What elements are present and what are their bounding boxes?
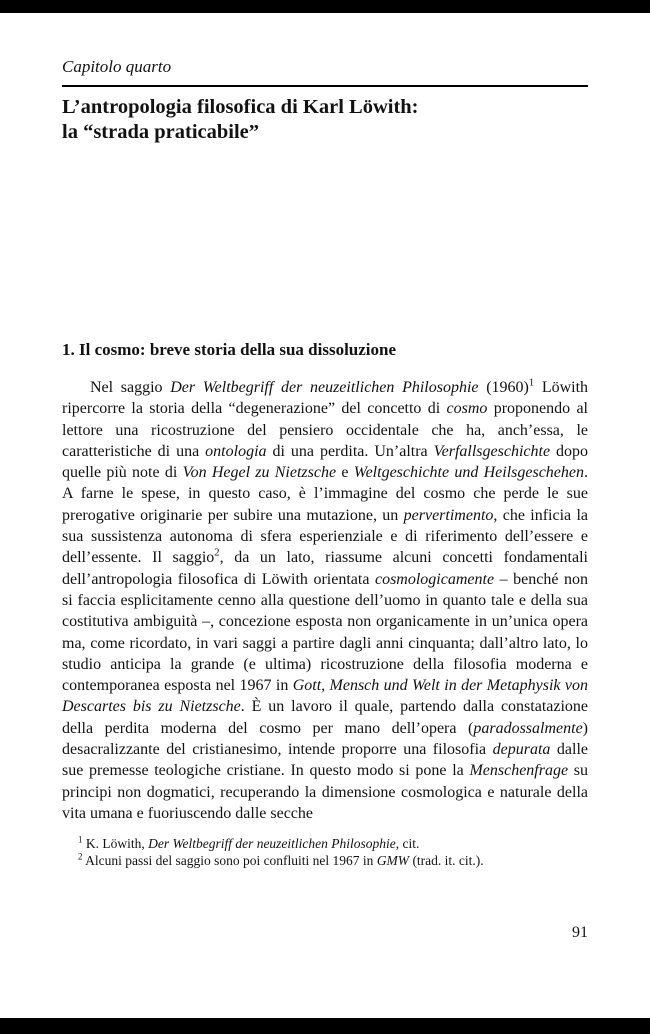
page-content xyxy=(62,0,588,869)
chapter-label: Capitolo quarto xyxy=(62,57,588,87)
chapter-title-line2: la “strada praticabile” xyxy=(62,120,260,143)
footnote-1: $^1$ K. Löwith, Der Weltbegriff der neuzeitlichen Philosophie, cit. xyxy=(78,834,420,852)
footnote-2: $^2$ Alcuni passi del saggio sono poi confluiti nel 1967 in GMW (trad. it. cit.). xyxy=(78,851,484,868)
chapter-title xyxy=(62,95,588,144)
section-heading: 1. Il cosmo: breve storia della sua dissoluzione xyxy=(62,340,397,359)
scan-edge-bottom xyxy=(0,1018,650,1034)
footnotes xyxy=(62,836,588,869)
chapter-title-line1: L’antropologia filosofica di Karl Löwith: xyxy=(62,96,419,118)
page-number: 91 xyxy=(572,924,588,941)
body-paragraph: Nel saggio Der Weltbegriff der neuzeitlichen Philosophie $(1960)^1$ Löwith ripercorre la storia della “degenerazione” del concetto di cosmo proponendo al lettore una ricostruzione del pensiero occidentale che ha, anch’essa, le caratteristiche di una ontologia di una perdita. Un’altra Verfallsgeschichte dopo quelle più note di Von Hegel zu Nietzsche e Weltgeschichte und Heilsgeschehen. A farne le spese, in questo caso, è l’immagine del cosmo che perde le sue prerogative originarie per subire una mutazione, un pervertimento, che inficia la sua sussistenza autonoma di sfera esperienziale e di riferimento dell’essere e dell’essente. Il saggio$^2$, da un lato, riassume alcuni concetti fondamentali dell’antropologia filosofica di Löwith orientata cosmologicamente – benché non si faccia esplicitamente cenno alla questione dell’uomo in quanto tale e della sua costitutiva ambiguità –, concezione esposta non organicamente in un’unica opera ma, come ricordato, in vari saggi a partire dagli anni cinquanta; dall’altro lato, lo studio anticipa la grande (e ultima) ricostruzione della filosofia moderna e contemporanea esposta nel 1967 in Gott, Mensch und Welt in der Metaphysik von Descartes bis zu Nietzsche. È un lavoro il quale, partendo dalla constatazione della perdita moderna del cosmo per mano dell’opera (paradossalmente) desacralizzante del cristianesimo, intende proporre una filosofia depurata dalle sue premesse teologiche cristiane. In questo modo si pone la Menschenfrage su principi non dogmatici, recuperando la dimensione cosmologica e naturale della vita umana e fuoriuscendo dalle secche xyxy=(62,377,589,822)
